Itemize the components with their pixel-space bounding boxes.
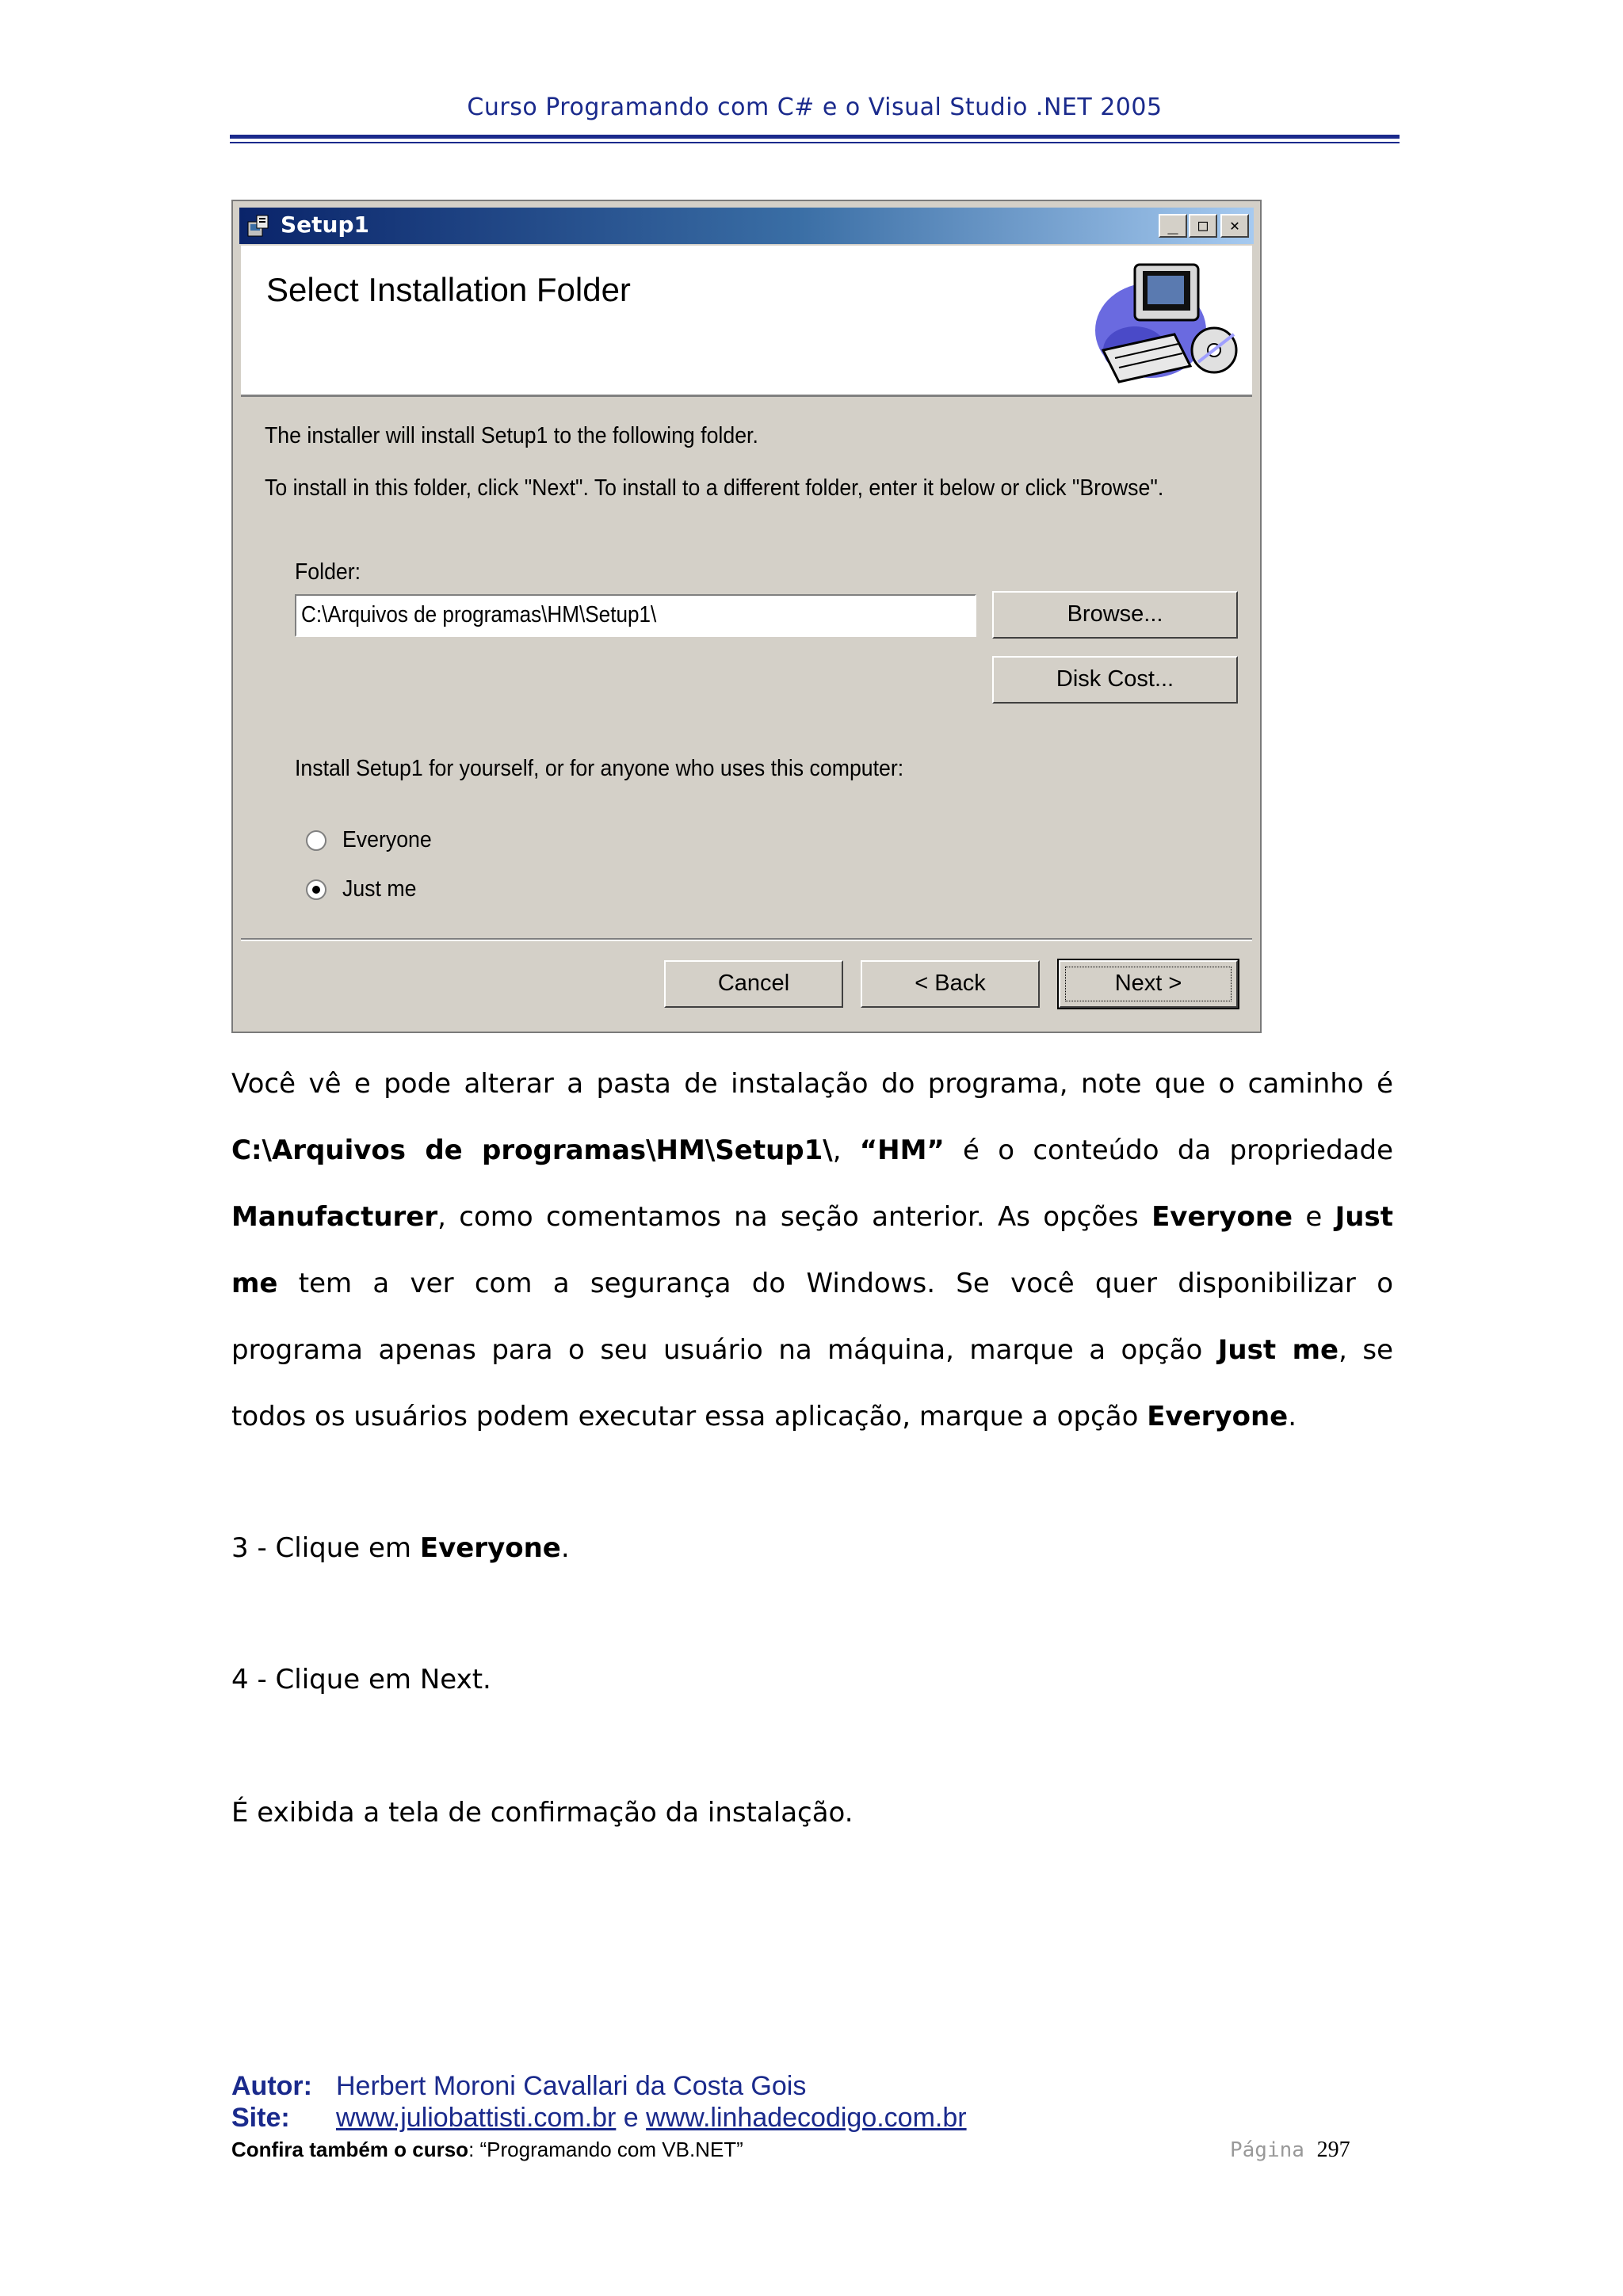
text-run: 3 - Clique em bbox=[231, 1532, 420, 1564]
manufacturer-value-text: “HM” bbox=[859, 1135, 945, 1166]
radio-everyone[interactable] bbox=[306, 830, 327, 851]
installer-dialog-screenshot bbox=[231, 200, 1262, 1033]
footer-also-course bbox=[231, 2138, 743, 2162]
title-bar bbox=[239, 208, 1254, 244]
next-button-label: Next > bbox=[1114, 971, 1182, 996]
folder-label: Folder: bbox=[295, 559, 361, 585]
text-run: tem a ver com a segurança do Windows. Se você quer disponibilizar o bbox=[277, 1268, 1393, 1299]
closing-sentence: É exibida a tela de confirmação da instalação. bbox=[231, 1797, 854, 1829]
paragraph-line bbox=[231, 1135, 1393, 1169]
text-run: é o conteúdo da propriedade bbox=[944, 1135, 1393, 1166]
dialog-banner bbox=[241, 246, 1252, 397]
radio-everyone-label[interactable]: Everyone bbox=[342, 827, 432, 852]
header-rule bbox=[230, 135, 1400, 139]
text-run: . bbox=[560, 1532, 570, 1564]
text-run: , bbox=[832, 1135, 860, 1166]
window-title: Setup1 bbox=[281, 212, 369, 238]
text-run: Você vê e pode alterar a pasta de instalação do programa, note que o caminho é bbox=[231, 1068, 1393, 1100]
radio-just-me-label[interactable]: Just me bbox=[342, 876, 417, 902]
folder-input[interactable] bbox=[295, 594, 976, 637]
text-run: , como comentamos na seção anterior. As opções bbox=[437, 1201, 1152, 1233]
step-4: 4 - Clique em Next. bbox=[231, 1664, 491, 1695]
paragraph-line bbox=[231, 1401, 1393, 1436]
also-value: : “Programando com VB.NET” bbox=[468, 2138, 743, 2161]
step-3 bbox=[231, 1532, 570, 1564]
me-text: me bbox=[231, 1268, 278, 1299]
site-label: Site: bbox=[231, 2103, 290, 2133]
folder-input-value: C:\Arquivos de programas\HM\Setup1\ bbox=[301, 602, 657, 627]
folder-path-text: C:\Arquivos de programas\HM\Setup1\ bbox=[231, 1135, 833, 1166]
header-rule-thin bbox=[230, 142, 1400, 143]
site-link-linhadecodigo[interactable]: www.linhadecodigo.com.br bbox=[646, 2103, 967, 2133]
computer-install-icon bbox=[1079, 255, 1246, 390]
paragraph-line bbox=[231, 1201, 1393, 1236]
text-run: programa apenas para o seu usuário na máquina, marque a opção bbox=[231, 1334, 1218, 1366]
installer-dialog bbox=[239, 208, 1254, 1025]
also-label: Confira também o curso bbox=[231, 2138, 469, 2161]
just-me-text: Just me bbox=[1217, 1334, 1339, 1366]
install-scope-question: Install Setup1 for yourself, or for anyone who uses this computer: bbox=[295, 756, 904, 781]
button-separator bbox=[241, 938, 1252, 941]
setup-app-icon bbox=[246, 214, 271, 238]
radio-just-me[interactable] bbox=[306, 879, 327, 900]
everyone-text: Everyone bbox=[1151, 1201, 1293, 1233]
paragraph-line bbox=[231, 1268, 1393, 1302]
intro-line-1: The installer will install Setup1 to the following folder. bbox=[265, 423, 758, 448]
author-label: Autor: bbox=[231, 2071, 312, 2101]
next-button[interactable] bbox=[1059, 960, 1238, 1008]
text-run: todos os usuários podem executar essa aplicação, marque a opção bbox=[231, 1401, 1148, 1432]
back-button[interactable]: < Back bbox=[861, 960, 1040, 1008]
everyone-text: Everyone bbox=[419, 1532, 561, 1564]
text-run: , se bbox=[1338, 1334, 1393, 1366]
manufacturer-text: Manufacturer bbox=[231, 1201, 438, 1233]
text-run: . bbox=[1288, 1401, 1297, 1432]
page-number: 297 bbox=[1316, 2138, 1350, 2162]
site-link-juliobattisti[interactable]: www.juliobattisti.com.br bbox=[336, 2103, 617, 2133]
footer-site bbox=[231, 2103, 967, 2134]
banner-heading: Select Installation Folder bbox=[266, 271, 631, 308]
site-separator: e bbox=[616, 2103, 647, 2133]
just-text: Just bbox=[1335, 1201, 1393, 1233]
browse-button[interactable]: Browse... bbox=[992, 591, 1238, 639]
paragraph-line bbox=[231, 1334, 1393, 1369]
page-label: Página bbox=[1230, 2138, 1304, 2162]
page-header-title: Curso Programando com C# e o Visual Studio .NET 2005 bbox=[467, 93, 1163, 121]
close-button[interactable]: ✕ bbox=[1220, 214, 1249, 238]
page-number-block bbox=[1230, 2138, 1350, 2163]
focus-rectangle bbox=[1065, 967, 1232, 1001]
paragraph-line bbox=[231, 1068, 1393, 1103]
text-run: e bbox=[1293, 1201, 1335, 1233]
disk-cost-button[interactable]: Disk Cost... bbox=[992, 656, 1238, 704]
footer-author bbox=[231, 2071, 807, 2102]
everyone-text: Everyone bbox=[1147, 1401, 1289, 1432]
minimize-button[interactable]: _ bbox=[1159, 214, 1187, 238]
cancel-button[interactable]: Cancel bbox=[664, 960, 843, 1008]
maximize-button[interactable]: □ bbox=[1189, 214, 1217, 238]
intro-line-2: To install in this folder, click "Next". To install to a different folder, enter it below or click "Browse". bbox=[265, 475, 1164, 501]
author-name: Herbert Moroni Cavallari da Costa Gois bbox=[336, 2071, 807, 2101]
